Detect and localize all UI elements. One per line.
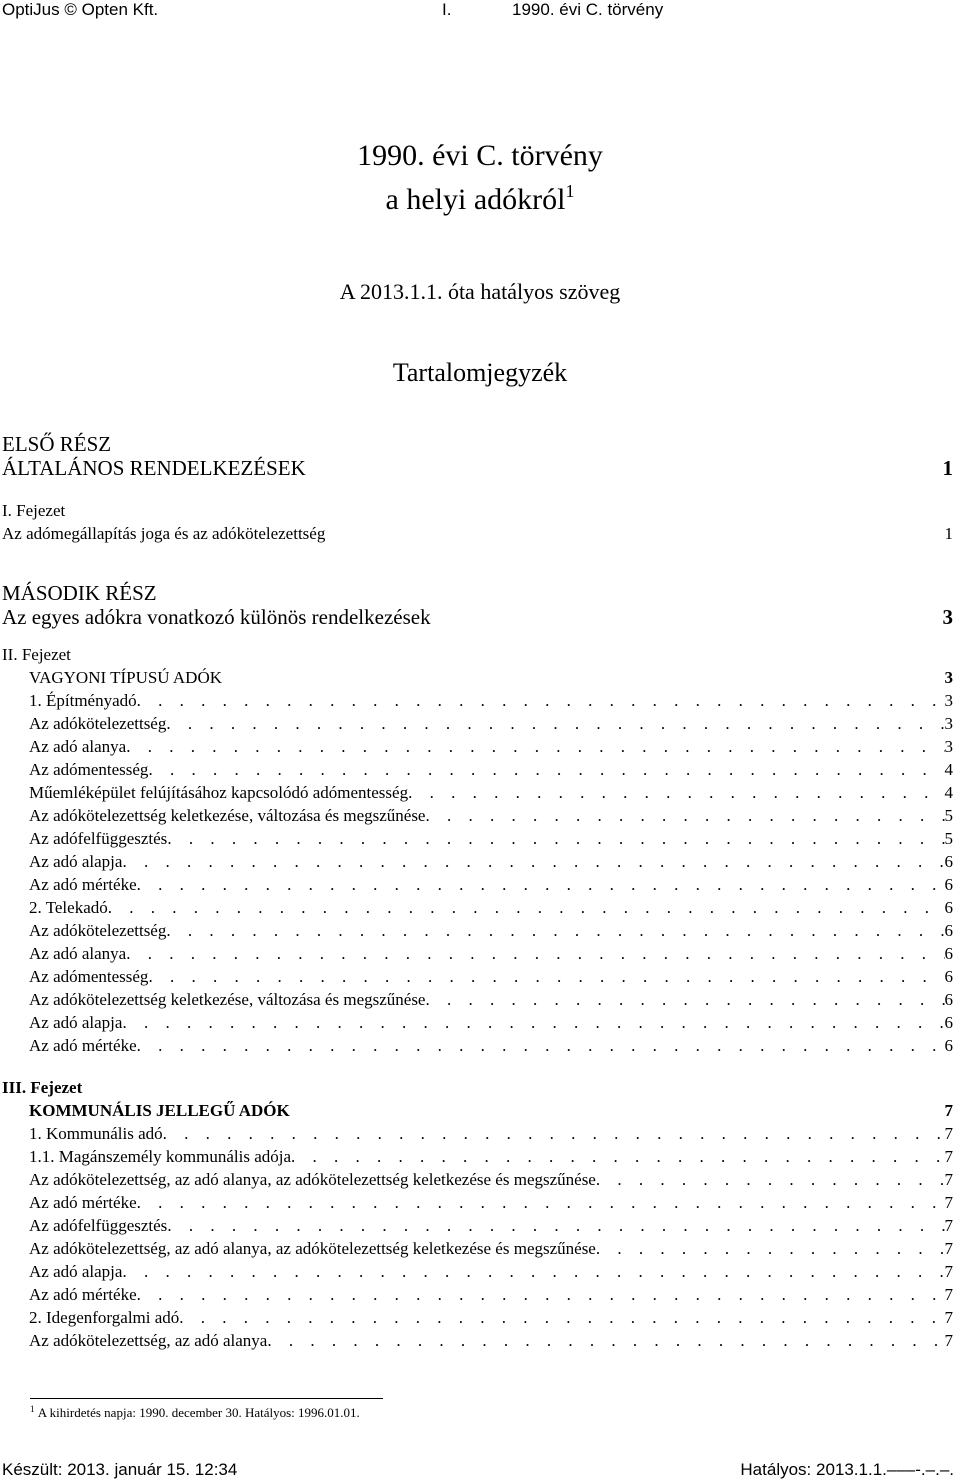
toc-entry-label: 2. Idegenforgalmi adó (29, 1308, 180, 1327)
toc-entry[interactable] (0, 896, 960, 919)
document-subtitle (0, 180, 960, 220)
toc-entry-leader (148, 758, 944, 781)
toc-entry-leader (137, 1283, 945, 1306)
toc-entry[interactable] (0, 712, 960, 735)
footnote-text: A kihirdetés napja: 1990. december 30. Hatályos: 1996.01.01. (37, 1405, 360, 1420)
toc-entry-label: Az adókötelezettség keletkezése, változása és megszűnése (29, 806, 426, 825)
part-2-number: MÁSODIK RÉSZ (2, 581, 157, 605)
toc-entry-page: 3 (944, 737, 953, 756)
toc-entry[interactable] (0, 850, 960, 873)
toc-entry-leader (148, 965, 944, 988)
toc-entry-leader (167, 827, 944, 850)
toc-entry-page: 7 (944, 1170, 953, 1189)
toc-entry[interactable] (0, 735, 960, 758)
toc-entry-page: 6 (944, 1013, 953, 1032)
toc-heading: Tartalomjegyzék (392, 358, 568, 387)
toc-entry-label: Az adómentesség (29, 967, 149, 986)
toc-entry[interactable] (0, 827, 960, 850)
chapter-1-number: I. Fejezet (2, 501, 66, 520)
toc-entry[interactable] (0, 1214, 960, 1237)
toc-entry-page: 6 (944, 921, 953, 940)
toc-entry-leader (166, 712, 944, 735)
toc-entry-leader (291, 1145, 944, 1168)
footer-created: Készült: 2013. január 15. 12:34 (2, 1460, 238, 1479)
toc-entry-page: 3 (944, 714, 953, 733)
toc-entry-leader (167, 1214, 944, 1237)
toc-entry-label: Az adókötelezettség, az adó alanya, az adókötelezettség keletkezése és megszűnése (29, 1239, 596, 1258)
toc-entry-leader (137, 1034, 945, 1057)
toc-entry-label: Az adókötelezettség, az adó alanya, az adókötelezettség keletkezése és megszűnése (29, 1170, 596, 1189)
chapter-3-entries (0, 1122, 960, 1352)
subtitle-text: a helyi adókról (385, 183, 566, 216)
toc-entry-leader (122, 1011, 944, 1034)
toc-entry[interactable] (0, 919, 960, 942)
header-source: OptiJus © Opten Kft. (2, 0, 159, 19)
chapter-3-number: III. Fejezet (2, 1078, 83, 1097)
toc-entry[interactable] (0, 1329, 960, 1352)
footnote-reference[interactable]: 1 (565, 181, 575, 201)
footnote (30, 1404, 360, 1422)
toc-entry[interactable] (0, 873, 960, 896)
toc-entry-leader (137, 689, 945, 712)
toc-entry-label: Az adó alanya (29, 737, 127, 756)
chapter-2-entries (0, 689, 960, 1057)
toc-entry[interactable] (0, 1145, 960, 1168)
toc-entry[interactable] (0, 1034, 960, 1057)
toc-entry[interactable] (0, 1011, 960, 1034)
footnote-divider (30, 1398, 383, 1399)
footnote-mark: 1 (30, 1404, 35, 1414)
toc-entry-leader (122, 1260, 944, 1283)
toc-entry-label: Az adókötelezettség, az adó alanya (29, 1331, 268, 1350)
toc-entry-label: Az adókötelezettség (29, 921, 167, 940)
chapter-3-page: 7 (944, 1101, 953, 1120)
toc-entry[interactable] (0, 758, 960, 781)
toc-entry-leader (108, 896, 945, 919)
toc-entry-label: Az adófelfüggesztés (29, 829, 168, 848)
toc-entry-label: 1. Kommunális adó (29, 1124, 163, 1143)
toc-entry-leader (408, 781, 944, 804)
toc-entry-page: 6 (944, 967, 953, 986)
toc-entry-label: Az adó mértéke (29, 1193, 137, 1212)
toc-entry-label: Az adó alanya (29, 944, 127, 963)
toc-entry-label: Az adó alapja (29, 1013, 123, 1032)
chapter-2-number: II. Fejezet (2, 645, 71, 664)
toc-entry-leader (425, 804, 944, 827)
toc-part-2[interactable] (0, 581, 960, 629)
toc-entry[interactable] (0, 988, 960, 1011)
toc-entry-leader (596, 1168, 945, 1191)
toc-entry-page: 6 (944, 898, 953, 917)
chapter-1-title: Az adómegállapítás joga és az adókötelezettség (2, 524, 326, 543)
toc-chapter-1[interactable] (0, 499, 960, 545)
toc-entry-page: 7 (944, 1262, 953, 1281)
part-1-title: ÁLTALÁNOS RENDELKEZÉSEK (2, 456, 306, 480)
toc-entry-page: 7 (944, 1285, 953, 1304)
toc-entry-page: 7 (944, 1124, 953, 1143)
toc-entry-leader (126, 735, 944, 758)
toc-entry-page: 3 (944, 691, 953, 710)
toc-entry[interactable] (0, 1122, 960, 1145)
toc-entry-label: Az adó mértéke (29, 1285, 137, 1304)
toc-entry-page: 6 (944, 1036, 953, 1055)
header-part: I. (442, 0, 452, 19)
footer-effective: Hatályos: 2013.1.1.–––-.–.–. (740, 1460, 954, 1479)
toc-entry[interactable] (0, 965, 960, 988)
toc-entry[interactable] (0, 1306, 960, 1329)
toc-entry-leader (163, 1122, 945, 1145)
toc-entry-label: 2. Telekadó (29, 898, 108, 917)
header-law-title: 1990. évi C. törvény (512, 0, 664, 19)
chapter-2-page: 3 (944, 668, 953, 687)
toc-entry-label: Az adó mértéke (29, 1036, 137, 1055)
toc-entry[interactable] (0, 1283, 960, 1306)
toc-entry-page: 7 (944, 1239, 953, 1258)
toc-entry-page: 7 (944, 1147, 953, 1166)
toc-entry-leader (596, 1237, 945, 1260)
chapter-1-page: 1 (944, 524, 953, 543)
part-1-page: 1 (942, 456, 953, 480)
effective-text: A 2013.1.1. óta hatályos szöveg (339, 279, 621, 304)
toc-entry-label: 1.1. Magánszemély kommunális adója (29, 1147, 292, 1166)
toc-entry-label: Az adókötelezettség keletkezése, változása és megszűnése (29, 990, 426, 1009)
toc-entry[interactable] (0, 689, 960, 712)
toc-part-1[interactable] (0, 432, 960, 480)
toc-entry-label: 1. Építményadó (29, 691, 137, 710)
toc-entry[interactable] (0, 804, 960, 827)
toc-entry-page: 7 (944, 1193, 953, 1212)
part-2-page: 3 (942, 605, 953, 629)
toc-entry-label: Az adó alapja (29, 852, 123, 871)
toc-entry-page: 6 (944, 852, 953, 871)
toc-entry-label: Az adó alapja (29, 1262, 123, 1281)
toc-entry-label: Az adómentesség (29, 760, 149, 779)
chapter-2-title: VAGYONI TÍPUSÚ ADÓK (29, 668, 223, 687)
toc-entry-page: 6 (944, 944, 953, 963)
toc-entry[interactable] (0, 942, 960, 965)
toc-entry[interactable] (0, 1191, 960, 1214)
toc-entry-leader (179, 1306, 944, 1329)
toc-entry-page: 4 (944, 783, 953, 802)
toc-entry-page: 6 (944, 990, 953, 1009)
toc-chapter-3[interactable] (0, 1076, 960, 1122)
toc-entry-page: 5 (944, 806, 953, 825)
toc-entry-leader (137, 1191, 945, 1214)
toc-entry-label: Az adókötelezettség (29, 714, 167, 733)
toc-entry-page: 7 (944, 1216, 953, 1235)
toc-entry-label: Az adófelfüggesztés (29, 1216, 168, 1235)
toc-entry-leader (267, 1329, 944, 1352)
part-2-title: Az egyes adókra vonatkozó különös rendelkezések (2, 605, 431, 629)
toc-entry-page: 6 (944, 875, 953, 894)
table-of-contents (0, 432, 960, 1352)
chapter-3-title: KOMMUNÁLIS JELLEGŰ ADÓK (29, 1101, 290, 1120)
toc-entry-page: 4 (944, 760, 953, 779)
toc-entry-leader (166, 919, 944, 942)
toc-entry-page: 7 (944, 1331, 953, 1350)
toc-entry[interactable] (0, 1260, 960, 1283)
toc-entry[interactable] (0, 1237, 960, 1260)
toc-entry-page: 7 (944, 1308, 953, 1327)
toc-entry-label: Műemléképület felújításához kapcsolódó adómentesség (29, 783, 409, 802)
toc-entry[interactable] (0, 781, 960, 804)
toc-entry-leader (122, 850, 944, 873)
toc-entry-leader (425, 988, 944, 1011)
document-title: 1990. évi C. törvény (357, 139, 603, 172)
toc-entry[interactable] (0, 1168, 960, 1191)
part-1-number: ELSŐ RÉSZ (2, 432, 112, 456)
toc-entry-leader (137, 873, 945, 896)
toc-entry-leader (126, 942, 944, 965)
toc-entry-label: Az adó mértéke (29, 875, 137, 894)
toc-chapter-2[interactable] (0, 643, 960, 689)
toc-entry-page: 5 (944, 829, 953, 848)
